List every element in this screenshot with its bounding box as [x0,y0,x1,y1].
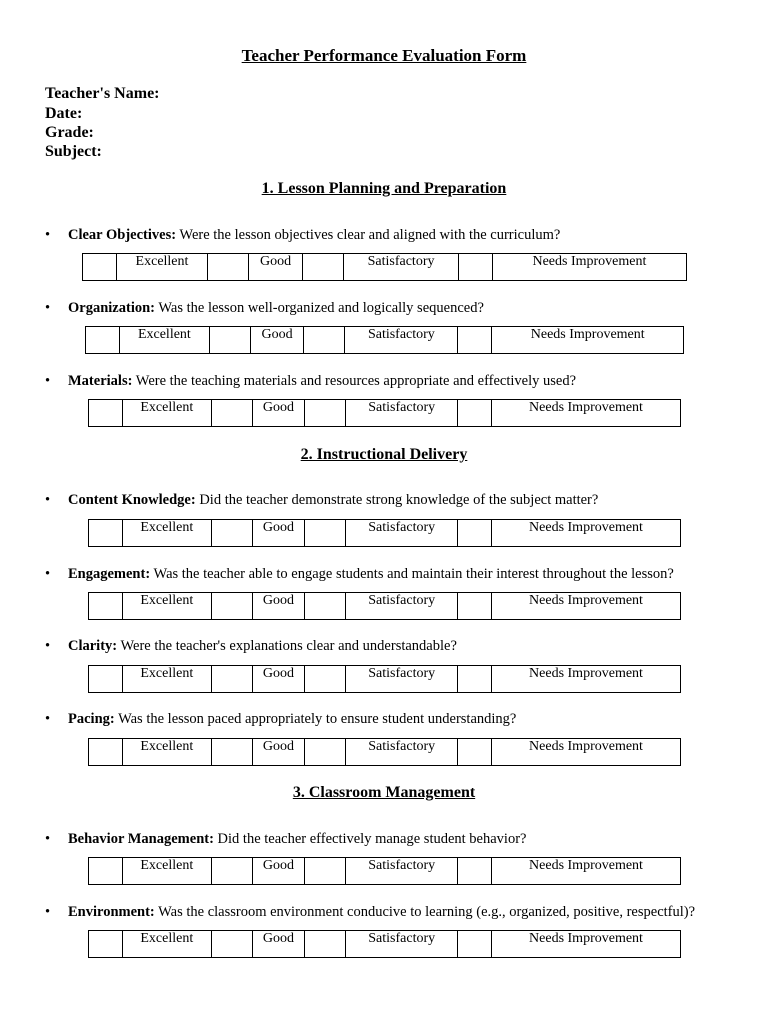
section-heading: 2. Instructional Delivery [300,446,468,463]
rating-checkbox[interactable] [458,931,492,958]
rating-label-needs-improvement: Needs Improvement [492,931,681,958]
rating-table [88,738,681,766]
rating-label-satisfactory: Satisfactory [346,931,458,958]
criterion-question: • Clarity: Were the teacher's explanations clear and understandable? [45,638,457,654]
criterion-question: • Pacing: Was the lesson paced appropriately to ensure student understanding? [45,711,517,727]
rating-label-good: Good [252,520,305,547]
rating-checkbox[interactable] [89,400,123,427]
criterion-question: • Clear Objectives: Were the lesson objectives clear and aligned with the curriculum? [45,227,561,243]
rating-table [85,326,684,354]
rating-checkbox[interactable] [89,858,123,885]
rating-label-satisfactory: Satisfactory [346,858,458,885]
criterion-question: • Environment: Was the classroom environment conducive to learning (e.g., organized, positive, respectful)? [45,904,696,920]
rating-checkbox[interactable] [303,254,344,281]
rating-label-excellent: Excellent [123,520,212,547]
rating-checkbox[interactable] [83,254,117,281]
rating-checkbox[interactable] [305,931,346,958]
rating-checkbox[interactable] [89,520,123,547]
rating-label-good: Good [252,858,305,885]
rating-label-good: Good [250,327,304,354]
rating-checkbox[interactable] [458,858,492,885]
rating-label-satisfactory: Satisfactory [345,327,458,354]
rating-table [88,519,681,547]
criterion-question: • Engagement: Was the teacher able to engage students and maintain their interest throughout the lesson? [45,566,674,582]
rating-checkbox[interactable] [89,931,123,958]
rating-checkbox[interactable] [458,327,492,354]
rating-label-satisfactory: Satisfactory [346,739,458,766]
rating-checkbox[interactable] [89,666,123,693]
rating-checkbox[interactable] [305,520,346,547]
rating-label-excellent: Excellent [123,666,212,693]
rating-checkbox[interactable] [211,520,252,547]
rating-label-satisfactory: Satisfactory [344,254,459,281]
rating-label-needs-improvement: Needs Improvement [492,593,681,620]
rating-checkbox[interactable] [305,666,346,693]
rating-table [88,665,681,693]
rating-table [88,857,681,885]
rating-checkbox[interactable] [211,858,252,885]
rating-label-excellent: Excellent [120,327,210,354]
rating-label-needs-improvement: Needs Improvement [492,520,681,547]
rating-label-needs-improvement: Needs Improvement [492,739,681,766]
rating-label-needs-improvement: Needs Improvement [492,400,681,427]
rating-checkbox[interactable] [305,739,346,766]
form-title: Teacher Performance Evaluation Form [241,46,527,65]
rating-label-needs-improvement: Needs Improvement [492,666,681,693]
rating-label-good: Good [248,254,302,281]
rating-label-good: Good [252,739,305,766]
rating-checkbox[interactable] [458,400,492,427]
rating-checkbox[interactable] [86,327,120,354]
teacher-name-field: Teacher's Name: [45,85,160,102]
criterion-question: • Materials: Were the teaching materials and resources appropriate and effectively used? [45,373,577,389]
rating-checkbox[interactable] [458,739,492,766]
rating-checkbox[interactable] [89,739,123,766]
rating-checkbox[interactable] [458,593,492,620]
rating-table [88,930,681,958]
rating-checkbox[interactable] [209,327,250,354]
criterion-question: • Organization: Was the lesson well-organized and logically sequenced? [45,300,484,316]
section-heading: 1. Lesson Planning and Preparation [261,180,507,197]
rating-checkbox[interactable] [304,327,345,354]
rating-label-satisfactory: Satisfactory [346,666,458,693]
criterion-question: • Content Knowledge: Did the teacher demonstrate strong knowledge of the subject matter? [45,492,599,508]
rating-table [88,592,681,620]
rating-checkbox[interactable] [305,858,346,885]
rating-label-excellent: Excellent [123,739,212,766]
rating-label-excellent: Excellent [123,931,212,958]
rating-checkbox[interactable] [458,254,492,281]
rating-checkbox[interactable] [458,666,492,693]
section-heading: 3. Classroom Management [292,784,476,801]
rating-label-needs-improvement: Needs Improvement [492,858,681,885]
rating-checkbox[interactable] [211,666,252,693]
rating-label-needs-improvement: Needs Improvement [492,254,686,281]
rating-label-excellent: Excellent [123,858,212,885]
rating-checkbox[interactable] [207,254,248,281]
subject-field: Subject: [45,143,102,160]
rating-label-needs-improvement: Needs Improvement [492,327,684,354]
rating-table [88,399,681,427]
grade-field: Grade: [45,124,94,141]
rating-label-good: Good [252,931,305,958]
rating-label-satisfactory: Satisfactory [346,520,458,547]
rating-checkbox[interactable] [211,593,252,620]
rating-label-good: Good [252,666,305,693]
criterion-question: • Behavior Management: Did the teacher effectively manage student behavior? [45,831,527,847]
rating-checkbox[interactable] [458,520,492,547]
rating-label-excellent: Excellent [123,593,212,620]
rating-label-good: Good [252,400,305,427]
rating-checkbox[interactable] [89,593,123,620]
rating-label-satisfactory: Satisfactory [346,593,458,620]
rating-label-good: Good [252,593,305,620]
rating-label-excellent: Excellent [117,254,208,281]
rating-checkbox[interactable] [211,739,252,766]
rating-label-satisfactory: Satisfactory [346,400,458,427]
rating-table [82,253,687,281]
rating-checkbox[interactable] [211,931,252,958]
rating-checkbox[interactable] [305,400,346,427]
date-field: Date: [45,105,83,122]
rating-checkbox[interactable] [305,593,346,620]
rating-label-excellent: Excellent [123,400,212,427]
rating-checkbox[interactable] [211,400,252,427]
